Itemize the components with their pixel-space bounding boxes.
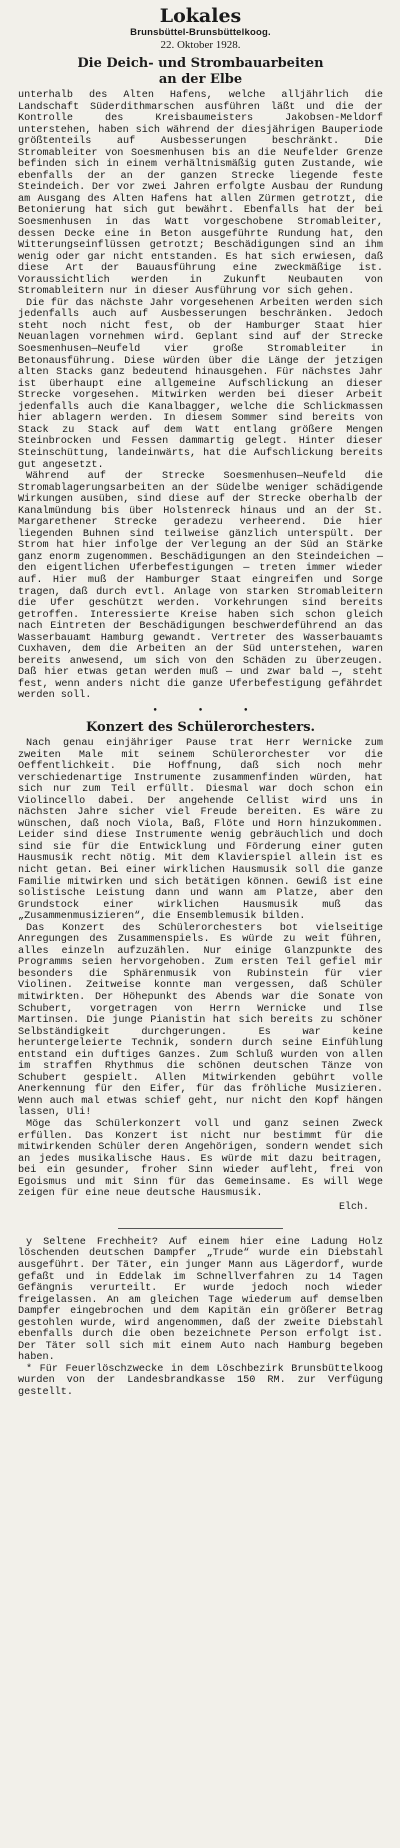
paragraph: y Seltene Frechheit? Auf einem hier eine Ladung Holz löschenden deutschen Dampfer „Trude“ wurde ein Diebstahl ausgeführt. Der Täter, ein junger Mann aus Lägerdorf, wurde gefaßt und in Eddelak im Schnellverfahren zu 14 Tagen Gefängnis verurteilt. Er wurde jedoch noch wieder freigelassen. An am gleichen Tage wiederum auf demselben Dampfer eingebrochen und dem Kapitän ein größerer Betrag gestohlen wurde, wird angenommen, daß der zweite Diebstahl ebenfalls durch die oben bezeichnete Person erfolgt ist. Der Täter soll sich mit einem Auto nach Hamburg begeben haben. <box>18 1236 383 1364</box>
paragraph: Während auf der Strecke Soesmenhusen—Neufeld die Stromablagerungsarbeiten an der Südelbe weniger schädigende Wirkungen ausüben, sind diese auf der Strecke oberhalb der Kanalmündung bis über Holstenreck hinaus und an der St. Margarethener Strecke geradezu verheerend. Die hier liegenden Buhnen sind teilweise gänzlich unterspült. Der Strom hat hier infolge der Verlegung an der Süd an Stärke ganz enorm zugenommen. Beschädigungen an den Steindeichen — den eigentlichen Uferbefestigungen — treten immer wieder auf. Hier muß der Hamburger Staat eingreifen und Sorge tragen, daß durch evtl. Anlage von starken Stromableitern die Ufer geschützt werden. Vorkehrungen sind bereits getroffen. Interessierte Kreise haben sich schon gleich nach Eintreten der Beschädigungen beschwerdeführend an das Wasserbauamt Hamburg gewandt. Vertreter des Wasserbauamts Cuxhaven, dem die Arbeiten an der Süd unterstehen, waren bereits anwesend, um sich von den Schäden zu überzeugen. Daß hier etwas getan werden muß — und zwar bald —, steht fest, wenn anders nicht die ganze Uferbefestigung gefährdet werden soll. <box>18 471 383 702</box>
paragraph: * Für Feuerlöschzwecke in dem Löschbezirk Brunsbüttelkoog wurden von der Landesbrandkasse 150 RM. zur Verfügung gestellt. <box>18 1363 383 1398</box>
article-separator: ••• <box>152 705 289 716</box>
article-schuelerorchester <box>18 720 383 1214</box>
town-subtitle: Brunsbüttel-Brunsbüttelkoog. <box>130 27 271 38</box>
paragraph: Möge das Schülerkonzert voll und ganz seinen Zweck erfüllen. Das Konzert ist nicht nur bestimmt für die mitwirkenden Schüler deren Angehörigen, sondern wendet sich an jedes musikalische Haus. Es würde mit dazu beitragen, bei ein gesunder, froher Sinn wieder aufleht, frei von Egoismus und mit Sinn für das Gemeinsame. Es will Wege zeigen für eine neue deutsche Hausmusik. <box>18 1119 383 1200</box>
headline-line-1: Die Deich- und Strombauarbeiten <box>77 56 324 71</box>
section-title: Lokales <box>159 5 242 27</box>
paragraph: unterhalb des Alten Hafens, welche alljährlich die Landschaft Süderdithmarschen ausführen läßt und die der Kontrolle des Kreisbaumeisters Jakobsen-Meldorf unterstehen, haben sich während der diesjährigen Bauperiode größtenteils auf Ausbesserungen beschränkt. Die Stromableiter von Soesmenhusen bis an die Neufelder Grenze befinden sich in einem verhältnismäßig guten Zustande, wie ebenfalls der an der ganzen Strecke liegende feste Steindeich. Der vor zwei Jahren erfolgte Ausbau der Rundung am Ausgang des Alten Hafens hat allen Zürmen getrotzt, die Betonierung hat sich gut bewährt. Ebenfalls hat der bei Soesmenhusen in das Watt vorgeschobene Stromableiter, dessen Decke eine in Beton ausgeführte Rundung hat, den Witterungseinflüssen getrotzt; Beschädigungen sind an ihm wenig oder gar nicht entstanden. Es hat sich erwiesen, daß diese Art der Bauausführung eine zweckmäßige ist. Voraussichtlich werden in Zukunft Neubauten von Stromableitern nur in dieser Ausführung vor sich gehen. <box>18 90 383 298</box>
paragraph: Das Konzert des Schülerorchesters bot vielseitige Anregungen des Zusammenspiels. Es würde zu weit führen, alles einzeln aufzuzählen. Nur einige Glanzpunkte des Programms seien hervorgehoben. Zum ersten Teil gefiel mir besonders die Sphärenmusik von Rubinstein für vier Violinen. Zeitweise konnte man vergessen, daß Schüler mitwirkten. Der Höhepunkt des Abends war die Sonate von Schubert, vorgetragen von Herrn Wernicke und Ilse Martinsen. Die junge Pianistin hat sich bereits zu schöner Selbständigkeit durchgerungen. Es war keine heruntergeleierte Technik, sondern durch seine Einfühlung entstand ein duftiges Ganzes. Zum Schluß wurden von allen im straffen Rhythmus die schönen deutschen Tänze von Schubert gespielt. Allen Mitwirkenden gebührt volle Anerkennung für den Eifer, für das fröhliche Musizieren. Wenn auch mal etwas schief geht, nur nicht den Kopf hängen lassen, Uli! <box>18 922 383 1119</box>
article-headline: Konzert des Schülerorchesters. <box>85 719 316 735</box>
article-body <box>18 90 383 702</box>
divider <box>118 1228 283 1229</box>
article-body <box>18 738 383 1200</box>
article-headline <box>18 56 383 88</box>
paragraph: Nach genau einjähriger Pause trat Herr Wernicke zum zweiten Male mit seinem Schülerorchester vor die Oeffentlichkeit. Die Hoffnung, daß sich noch mehr verschiedenartige Instrumente zusammenfinden würden, hat sich nur zum Teil erfüllt. Diesmal war doch schon ein Violincello dabei. Der angehende Cellist wird uns in nächsten Jahre sicher viel Freude bereiten. Es wäre zu wünschen, daß noch Viola, Baß, Flöte und Horn hinzukommen. Leider sind diese Instrumente wenig gebräuchlich und doch sind sie für die Entwicklung und Förderung einer guten Hausmusik recht nötig. Mit dem Klavierspiel allein ist es nicht getan. Bei einer wirklichen Hausmusik soll die ganze Familie mitwirken und sich betätigen können. Gewiß ist eine solistische Leistung dann und wann am Platze, aber den Grundstock einer wirklichen Hausmusik muß das „Zusammenmusizieren“, die Ensemblemusik bilden. <box>18 737 383 923</box>
paragraph: Die für das nächste Jahr vorgesehenen Arbeiten werden sich jedenfalls auch auf Ausbesserungen beschränken. Jedoch steht noch nicht fest, ob der Hamburger Staat hier Neuanlagen vornehmen wird. Geplant sind auf der Strecke Soesmenhusen—Neufeld vier große Stromableiter in Betonausführung. Diese würden über die Länge der jetzigen alten Stacks ganz bedeutend hinausgehen. Für nächstes Jahr ist überhaupt eine allgemeine Aufschlickung an dieser Strecke vorgesehen. Mitwirken werden bei dieser Arbeit jedenfalls auch die Kanalbagger, welche die Schlickmassen hier ablagern werden. In diesem Sommer sind bereits von Stack zu Stack auf dem Watt entlang größere Mengen Steinbrocken und Fessen dammartig gelegt. Hinter dieser Steinschüttung, landeinwärts, hat die Aufschlickung bereits gut angesetzt. <box>18 297 383 471</box>
article-local-notes <box>18 1237 383 1399</box>
article-deich-strombau <box>18 56 383 702</box>
dateline: 22. Oktober 1928. <box>160 39 241 51</box>
headline-line-2: an der Elbe <box>158 72 243 87</box>
article-body <box>18 1237 383 1399</box>
author-signature: Elch. <box>338 1201 369 1213</box>
